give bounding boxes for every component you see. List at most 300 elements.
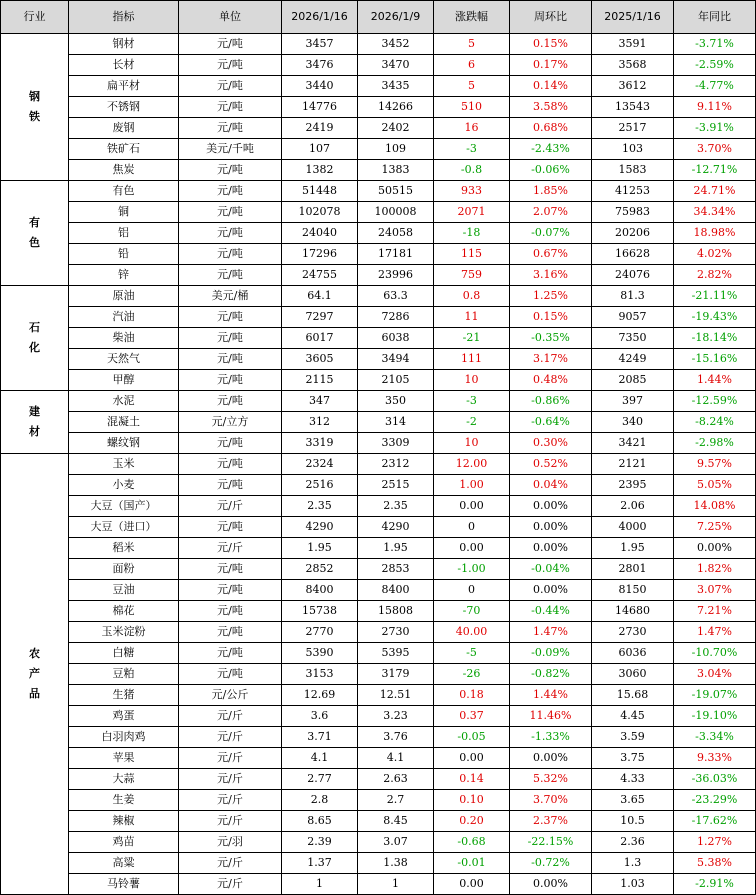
unit-cell: 元/吨 xyxy=(179,118,282,139)
table-row xyxy=(1,328,756,349)
change-cell: 510 xyxy=(434,97,510,118)
yoy-cell: -36.03% xyxy=(674,769,756,790)
industry-label: 农产品 xyxy=(29,647,40,700)
change-cell: 0.14 xyxy=(434,769,510,790)
table-row xyxy=(1,286,756,307)
table-row xyxy=(1,811,756,832)
wow-cell: -0.72% xyxy=(510,853,592,874)
prev-year-value-cell: 2.36 xyxy=(592,832,674,853)
table-row xyxy=(1,622,756,643)
change-cell: 6 xyxy=(434,55,510,76)
indicator-cell: 螺纹钢 xyxy=(69,433,179,454)
wow-cell: 0.15% xyxy=(510,34,592,55)
prev-week-value-cell: 14266 xyxy=(358,97,434,118)
indicator-cell: 原油 xyxy=(69,286,179,307)
prev-week-value-cell: 3494 xyxy=(358,349,434,370)
unit-cell: 元/吨 xyxy=(179,55,282,76)
indicator-cell: 辣椒 xyxy=(69,811,179,832)
wow-cell: 3.17% xyxy=(510,349,592,370)
current-value-cell: 312 xyxy=(282,412,358,433)
change-cell: -3 xyxy=(434,391,510,412)
change-cell: -1.00 xyxy=(434,559,510,580)
wow-cell: 2.37% xyxy=(510,811,592,832)
industry-label: 建材 xyxy=(29,405,40,438)
wow-cell: -2.43% xyxy=(510,139,592,160)
prev-week-value-cell: 1 xyxy=(358,874,434,895)
table-row xyxy=(1,307,756,328)
indicator-cell: 锌 xyxy=(69,265,179,286)
indicator-cell: 生猪 xyxy=(69,685,179,706)
current-value-cell: 2770 xyxy=(282,622,358,643)
industry-cell xyxy=(1,286,69,391)
prev-year-value-cell: 2.06 xyxy=(592,496,674,517)
change-cell: 1.00 xyxy=(434,475,510,496)
indicator-cell: 白糖 xyxy=(69,643,179,664)
change-cell: 11 xyxy=(434,307,510,328)
unit-cell: 元/立方 xyxy=(179,412,282,433)
indicator-cell: 小麦 xyxy=(69,475,179,496)
yoy-cell: -12.71% xyxy=(674,160,756,181)
prev-week-value-cell: 4.1 xyxy=(358,748,434,769)
indicator-cell: 高粱 xyxy=(69,853,179,874)
indicator-cell: 面粉 xyxy=(69,559,179,580)
wow-cell: -0.06% xyxy=(510,160,592,181)
wow-cell: 0.04% xyxy=(510,475,592,496)
change-cell: 16 xyxy=(434,118,510,139)
yoy-cell: -21.11% xyxy=(674,286,756,307)
current-value-cell: 3605 xyxy=(282,349,358,370)
change-cell: 5 xyxy=(434,34,510,55)
prev-year-value-cell: 3.75 xyxy=(592,748,674,769)
prev-week-value-cell: 24058 xyxy=(358,223,434,244)
wow-cell: -0.86% xyxy=(510,391,592,412)
table-row xyxy=(1,412,756,433)
current-value-cell: 4.1 xyxy=(282,748,358,769)
current-value-cell: 5390 xyxy=(282,643,358,664)
yoy-cell: 5.38% xyxy=(674,853,756,874)
wow-cell: 1.25% xyxy=(510,286,592,307)
yoy-cell: -23.29% xyxy=(674,790,756,811)
change-cell: -3 xyxy=(434,139,510,160)
current-value-cell: 3440 xyxy=(282,76,358,97)
unit-cell: 元/斤 xyxy=(179,538,282,559)
table-row xyxy=(1,244,756,265)
change-cell: 0.37 xyxy=(434,706,510,727)
prev-year-value-cell: 3612 xyxy=(592,76,674,97)
unit-cell: 元/吨 xyxy=(179,580,282,601)
prev-year-value-cell: 6036 xyxy=(592,643,674,664)
current-value-cell: 17296 xyxy=(282,244,358,265)
unit-cell: 元/吨 xyxy=(179,181,282,202)
table-row xyxy=(1,118,756,139)
change-cell: 40.00 xyxy=(434,622,510,643)
current-value-cell: 3.6 xyxy=(282,706,358,727)
prev-week-value-cell: 50515 xyxy=(358,181,434,202)
current-value-cell: 8.65 xyxy=(282,811,358,832)
prev-week-value-cell: 3309 xyxy=(358,433,434,454)
header-wow: 周环比 xyxy=(510,1,592,34)
table-row xyxy=(1,391,756,412)
change-cell: 0.00 xyxy=(434,538,510,559)
prev-week-value-cell: 1.38 xyxy=(358,853,434,874)
prev-week-value-cell: 2.35 xyxy=(358,496,434,517)
table-row xyxy=(1,139,756,160)
yoy-cell: -19.43% xyxy=(674,307,756,328)
table-row xyxy=(1,55,756,76)
unit-cell: 元/吨 xyxy=(179,559,282,580)
indicator-cell: 铅 xyxy=(69,244,179,265)
prev-week-value-cell: 17181 xyxy=(358,244,434,265)
indicator-cell: 马铃薯 xyxy=(69,874,179,895)
change-cell: 0 xyxy=(434,580,510,601)
yoy-cell: -15.16% xyxy=(674,349,756,370)
change-cell: -0.8 xyxy=(434,160,510,181)
indicator-cell: 稻米 xyxy=(69,538,179,559)
table-row xyxy=(1,790,756,811)
indicator-cell: 玉米淀粉 xyxy=(69,622,179,643)
unit-cell: 元/吨 xyxy=(179,454,282,475)
unit-cell: 元/吨 xyxy=(179,349,282,370)
table-row xyxy=(1,475,756,496)
prev-week-value-cell: 2.63 xyxy=(358,769,434,790)
current-value-cell: 24755 xyxy=(282,265,358,286)
change-cell: -70 xyxy=(434,601,510,622)
indicator-cell: 鸡苗 xyxy=(69,832,179,853)
wow-cell: 0.17% xyxy=(510,55,592,76)
prev-year-value-cell: 41253 xyxy=(592,181,674,202)
wow-cell: 1.85% xyxy=(510,181,592,202)
prev-year-value-cell: 1.3 xyxy=(592,853,674,874)
prev-year-value-cell: 4.45 xyxy=(592,706,674,727)
wow-cell: 0.67% xyxy=(510,244,592,265)
header-prev-week-date: 2026/1/9 xyxy=(358,1,434,34)
unit-cell: 元/公斤 xyxy=(179,685,282,706)
header-yoy: 年同比 xyxy=(674,1,756,34)
yoy-cell: -8.24% xyxy=(674,412,756,433)
current-value-cell: 64.1 xyxy=(282,286,358,307)
wow-cell: -0.44% xyxy=(510,601,592,622)
current-value-cell: 2852 xyxy=(282,559,358,580)
yoy-cell: 5.05% xyxy=(674,475,756,496)
wow-cell: 0.00% xyxy=(510,496,592,517)
unit-cell: 元/吨 xyxy=(179,601,282,622)
prev-week-value-cell: 3.23 xyxy=(358,706,434,727)
yoy-cell: -3.34% xyxy=(674,727,756,748)
wow-cell: 0.00% xyxy=(510,517,592,538)
indicator-cell: 玉米 xyxy=(69,454,179,475)
current-value-cell: 6017 xyxy=(282,328,358,349)
unit-cell: 元/吨 xyxy=(179,643,282,664)
change-cell: 115 xyxy=(434,244,510,265)
change-cell: 0.8 xyxy=(434,286,510,307)
current-value-cell: 14776 xyxy=(282,97,358,118)
yoy-cell: 18.98% xyxy=(674,223,756,244)
prev-year-value-cell: 75983 xyxy=(592,202,674,223)
prev-week-value-cell: 12.51 xyxy=(358,685,434,706)
yoy-cell: -3.91% xyxy=(674,118,756,139)
change-cell: 0.00 xyxy=(434,874,510,895)
yoy-cell: -4.77% xyxy=(674,76,756,97)
prev-year-value-cell: 7350 xyxy=(592,328,674,349)
industry-label: 有色 xyxy=(29,216,40,249)
wow-cell: 3.16% xyxy=(510,265,592,286)
header-industry: 行业 xyxy=(1,1,69,34)
prev-week-value-cell: 2853 xyxy=(358,559,434,580)
wow-cell: 1.44% xyxy=(510,685,592,706)
prev-week-value-cell: 5395 xyxy=(358,643,434,664)
yoy-cell: 4.02% xyxy=(674,244,756,265)
indicator-cell: 不锈钢 xyxy=(69,97,179,118)
change-cell: -21 xyxy=(434,328,510,349)
current-value-cell: 2324 xyxy=(282,454,358,475)
table-row xyxy=(1,349,756,370)
prev-week-value-cell: 15808 xyxy=(358,601,434,622)
table-row xyxy=(1,265,756,286)
change-cell: -0.01 xyxy=(434,853,510,874)
prev-week-value-cell: 100008 xyxy=(358,202,434,223)
yoy-cell: 2.82% xyxy=(674,265,756,286)
table-row xyxy=(1,538,756,559)
table-body xyxy=(1,34,756,895)
prev-year-value-cell: 13543 xyxy=(592,97,674,118)
current-value-cell: 2.35 xyxy=(282,496,358,517)
current-value-cell: 1.95 xyxy=(282,538,358,559)
yoy-cell: -18.14% xyxy=(674,328,756,349)
current-value-cell: 3457 xyxy=(282,34,358,55)
indicator-cell: 焦炭 xyxy=(69,160,179,181)
prev-year-value-cell: 3421 xyxy=(592,433,674,454)
yoy-cell: 34.34% xyxy=(674,202,756,223)
unit-cell: 元/斤 xyxy=(179,769,282,790)
wow-cell: -0.04% xyxy=(510,559,592,580)
prev-year-value-cell: 10.5 xyxy=(592,811,674,832)
yoy-cell: 1.27% xyxy=(674,832,756,853)
wow-cell: -0.09% xyxy=(510,643,592,664)
current-value-cell: 8400 xyxy=(282,580,358,601)
prev-year-value-cell: 9057 xyxy=(592,307,674,328)
indicator-cell: 大豆（进口） xyxy=(69,517,179,538)
unit-cell: 元/吨 xyxy=(179,664,282,685)
prev-week-value-cell: 3.76 xyxy=(358,727,434,748)
yoy-cell: 9.33% xyxy=(674,748,756,769)
yoy-cell: 3.04% xyxy=(674,664,756,685)
change-cell: -0.68 xyxy=(434,832,510,853)
change-cell: -26 xyxy=(434,664,510,685)
prev-year-value-cell: 4000 xyxy=(592,517,674,538)
change-cell: 0.18 xyxy=(434,685,510,706)
prev-week-value-cell: 2.7 xyxy=(358,790,434,811)
indicator-cell: 钢材 xyxy=(69,34,179,55)
prev-week-value-cell: 3.07 xyxy=(358,832,434,853)
table-row xyxy=(1,76,756,97)
unit-cell: 元/吨 xyxy=(179,97,282,118)
indicator-cell: 铜 xyxy=(69,202,179,223)
change-cell: 5 xyxy=(434,76,510,97)
yoy-cell: -19.07% xyxy=(674,685,756,706)
change-cell: 933 xyxy=(434,181,510,202)
unit-cell: 元/吨 xyxy=(179,76,282,97)
unit-cell: 元/吨 xyxy=(179,475,282,496)
header-change: 涨跌幅 xyxy=(434,1,510,34)
table-row xyxy=(1,769,756,790)
wow-cell: 3.70% xyxy=(510,790,592,811)
header-unit: 单位 xyxy=(179,1,282,34)
indicator-cell: 水泥 xyxy=(69,391,179,412)
wow-cell: 0.48% xyxy=(510,370,592,391)
prev-year-value-cell: 2801 xyxy=(592,559,674,580)
wow-cell: 0.15% xyxy=(510,307,592,328)
prev-week-value-cell: 4290 xyxy=(358,517,434,538)
prev-year-value-cell: 103 xyxy=(592,139,674,160)
wow-cell: -22.15% xyxy=(510,832,592,853)
table-row xyxy=(1,97,756,118)
indicator-cell: 长材 xyxy=(69,55,179,76)
yoy-cell: 7.25% xyxy=(674,517,756,538)
prev-week-value-cell: 109 xyxy=(358,139,434,160)
unit-cell: 元/斤 xyxy=(179,706,282,727)
current-value-cell: 2.77 xyxy=(282,769,358,790)
current-value-cell: 2.39 xyxy=(282,832,358,853)
indicator-cell: 柴油 xyxy=(69,328,179,349)
prev-year-value-cell: 1.03 xyxy=(592,874,674,895)
wow-cell: 2.07% xyxy=(510,202,592,223)
wow-cell: 0.14% xyxy=(510,76,592,97)
header-row xyxy=(1,1,756,34)
change-cell: 10 xyxy=(434,433,510,454)
prev-week-value-cell: 6038 xyxy=(358,328,434,349)
prev-week-value-cell: 63.3 xyxy=(358,286,434,307)
yoy-cell: 3.07% xyxy=(674,580,756,601)
table-row xyxy=(1,580,756,601)
current-value-cell: 3.71 xyxy=(282,727,358,748)
prev-year-value-cell: 3.59 xyxy=(592,727,674,748)
current-value-cell: 7297 xyxy=(282,307,358,328)
table-row xyxy=(1,748,756,769)
table-row xyxy=(1,454,756,475)
change-cell: 2071 xyxy=(434,202,510,223)
indicator-cell: 大蒜 xyxy=(69,769,179,790)
change-cell: 0.10 xyxy=(434,790,510,811)
yoy-cell: -3.71% xyxy=(674,34,756,55)
wow-cell: 0.52% xyxy=(510,454,592,475)
current-value-cell: 4290 xyxy=(282,517,358,538)
prev-week-value-cell: 2402 xyxy=(358,118,434,139)
table-row xyxy=(1,706,756,727)
prev-week-value-cell: 1383 xyxy=(358,160,434,181)
table-row xyxy=(1,223,756,244)
prev-week-value-cell: 3470 xyxy=(358,55,434,76)
change-cell: 12.00 xyxy=(434,454,510,475)
current-value-cell: 51448 xyxy=(282,181,358,202)
current-value-cell: 107 xyxy=(282,139,358,160)
prev-week-value-cell: 8400 xyxy=(358,580,434,601)
header-indicator: 指标 xyxy=(69,1,179,34)
prev-week-value-cell: 1.95 xyxy=(358,538,434,559)
indicator-cell: 扁平材 xyxy=(69,76,179,97)
prev-year-value-cell: 20206 xyxy=(592,223,674,244)
change-cell: 10 xyxy=(434,370,510,391)
current-value-cell: 2.8 xyxy=(282,790,358,811)
prev-year-value-cell: 14680 xyxy=(592,601,674,622)
table-row xyxy=(1,685,756,706)
current-value-cell: 1 xyxy=(282,874,358,895)
yoy-cell: 1.47% xyxy=(674,622,756,643)
yoy-cell: -17.62% xyxy=(674,811,756,832)
change-cell: -18 xyxy=(434,223,510,244)
prev-year-value-cell: 8150 xyxy=(592,580,674,601)
yoy-cell: 1.82% xyxy=(674,559,756,580)
wow-cell: 0.00% xyxy=(510,874,592,895)
prev-year-value-cell: 15.68 xyxy=(592,685,674,706)
unit-cell: 元/斤 xyxy=(179,874,282,895)
yoy-cell: 24.71% xyxy=(674,181,756,202)
change-cell: 759 xyxy=(434,265,510,286)
prev-year-value-cell: 24076 xyxy=(592,265,674,286)
prev-year-value-cell: 2085 xyxy=(592,370,674,391)
table-row xyxy=(1,853,756,874)
unit-cell: 美元/千吨 xyxy=(179,139,282,160)
unit-cell: 元/吨 xyxy=(179,391,282,412)
unit-cell: 元/吨 xyxy=(179,202,282,223)
indicator-cell: 铝 xyxy=(69,223,179,244)
unit-cell: 元/斤 xyxy=(179,748,282,769)
current-value-cell: 3319 xyxy=(282,433,358,454)
indicator-cell: 甲醇 xyxy=(69,370,179,391)
yoy-cell: -12.59% xyxy=(674,391,756,412)
prev-week-value-cell: 2105 xyxy=(358,370,434,391)
prev-year-value-cell: 3.65 xyxy=(592,790,674,811)
prev-year-value-cell: 3591 xyxy=(592,34,674,55)
industry-cell xyxy=(1,181,69,286)
yoy-cell: 14.08% xyxy=(674,496,756,517)
wow-cell: 0.00% xyxy=(510,580,592,601)
header-prev-year-date: 2025/1/16 xyxy=(592,1,674,34)
current-value-cell: 1382 xyxy=(282,160,358,181)
table-row xyxy=(1,34,756,55)
yoy-cell: 7.21% xyxy=(674,601,756,622)
prev-year-value-cell: 81.3 xyxy=(592,286,674,307)
current-value-cell: 102078 xyxy=(282,202,358,223)
indicator-cell: 混凝土 xyxy=(69,412,179,433)
indicator-cell: 棉花 xyxy=(69,601,179,622)
prev-week-value-cell: 8.45 xyxy=(358,811,434,832)
unit-cell: 元/吨 xyxy=(179,244,282,265)
table-row xyxy=(1,517,756,538)
wow-cell: 1.47% xyxy=(510,622,592,643)
unit-cell: 元/斤 xyxy=(179,853,282,874)
change-cell: 0.00 xyxy=(434,496,510,517)
indicator-cell: 生姜 xyxy=(69,790,179,811)
yoy-cell: -2.59% xyxy=(674,55,756,76)
prev-week-value-cell: 2730 xyxy=(358,622,434,643)
indicator-cell: 天然气 xyxy=(69,349,179,370)
unit-cell: 元/斤 xyxy=(179,811,282,832)
prev-week-value-cell: 7286 xyxy=(358,307,434,328)
wow-cell: 11.46% xyxy=(510,706,592,727)
unit-cell: 元/吨 xyxy=(179,433,282,454)
current-value-cell: 3476 xyxy=(282,55,358,76)
wow-cell: 0.00% xyxy=(510,748,592,769)
prev-year-value-cell: 3060 xyxy=(592,664,674,685)
indicator-cell: 豆粕 xyxy=(69,664,179,685)
industry-cell xyxy=(1,454,69,895)
unit-cell: 元/吨 xyxy=(179,622,282,643)
yoy-cell: 9.11% xyxy=(674,97,756,118)
prev-year-value-cell: 1583 xyxy=(592,160,674,181)
current-value-cell: 12.69 xyxy=(282,685,358,706)
unit-cell: 元/吨 xyxy=(179,517,282,538)
wow-cell: -0.82% xyxy=(510,664,592,685)
